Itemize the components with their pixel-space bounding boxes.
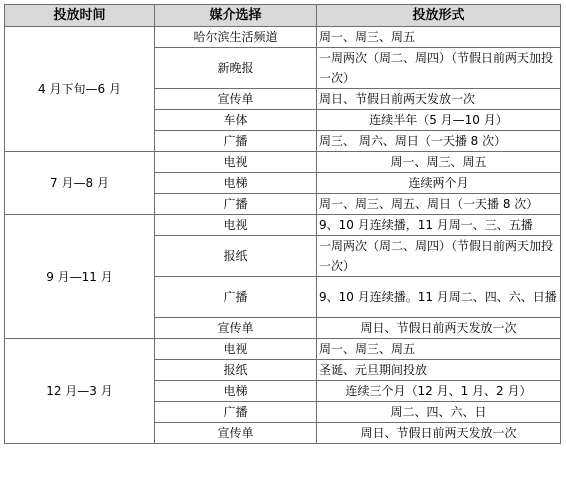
media-cell: 新晚报 [155, 48, 317, 89]
form-cell: 连续半年（5 月—10 月） [317, 110, 561, 131]
header-period: 投放时间 [5, 5, 155, 27]
table-row [5, 27, 561, 48]
form-cell: 周日、节假日前两天发放一次 [317, 423, 561, 444]
form-cell: 周日、节假日前两天发放一次 [317, 89, 561, 110]
form-cell: 9、10 月连续播，11 月周一、三、五播 [317, 215, 561, 236]
form-cell: 周一、周三、周五、周日（一天播 8 次） [317, 194, 561, 215]
form-cell: 周一、周三、周五 [317, 339, 561, 360]
media-cell: 宣传单 [155, 423, 317, 444]
table-row [5, 215, 561, 236]
media-cell: 电视 [155, 152, 317, 173]
form-cell: 周二、四、六、日 [317, 402, 561, 423]
media-cell: 电视 [155, 339, 317, 360]
header-media: 媒介选择 [155, 5, 317, 27]
form-cell: 连续两个月 [317, 173, 561, 194]
media-cell: 广播 [155, 402, 317, 423]
table-row [5, 339, 561, 360]
period-cell: 12 月—3 月 [5, 339, 155, 444]
media-cell: 哈尔滨生活频道 [155, 27, 317, 48]
period-cell: 7 月—8 月 [5, 152, 155, 215]
period-cell: 9 月—11 月 [5, 215, 155, 339]
media-cell: 广播 [155, 131, 317, 152]
media-cell: 广播 [155, 194, 317, 215]
period-cell: 4 月下旬—6 月 [5, 27, 155, 152]
media-cell: 宣传单 [155, 318, 317, 339]
header-form: 投放形式 [317, 5, 561, 27]
form-cell: 一周两次（周二、周四）（节假日前两天加投一次） [317, 48, 561, 89]
media-cell: 电梯 [155, 381, 317, 402]
form-cell: 周三、 周六、周日（一天播 8 次） [317, 131, 561, 152]
form-cell: 连续三个月（12 月、1 月、2 月） [317, 381, 561, 402]
media-schedule-table [4, 4, 561, 444]
media-cell: 宣传单 [155, 89, 317, 110]
table-row [5, 152, 561, 173]
media-cell: 广播 [155, 277, 317, 318]
header-row [5, 5, 561, 27]
media-cell: 电视 [155, 215, 317, 236]
form-cell: 9、10 月连续播。11 月周二、四、六、日播 [317, 277, 561, 318]
media-cell: 电梯 [155, 173, 317, 194]
media-cell: 报纸 [155, 360, 317, 381]
media-cell: 报纸 [155, 236, 317, 277]
form-cell: 周一、周三、周五 [317, 27, 561, 48]
form-cell: 周日、节假日前两天发放一次 [317, 318, 561, 339]
form-cell: 一周两次（周二、周四）（节假日前两天加投一次） [317, 236, 561, 277]
form-cell: 周一、周三、周五 [317, 152, 561, 173]
media-cell: 车体 [155, 110, 317, 131]
form-cell: 圣诞、元旦期间投放 [317, 360, 561, 381]
